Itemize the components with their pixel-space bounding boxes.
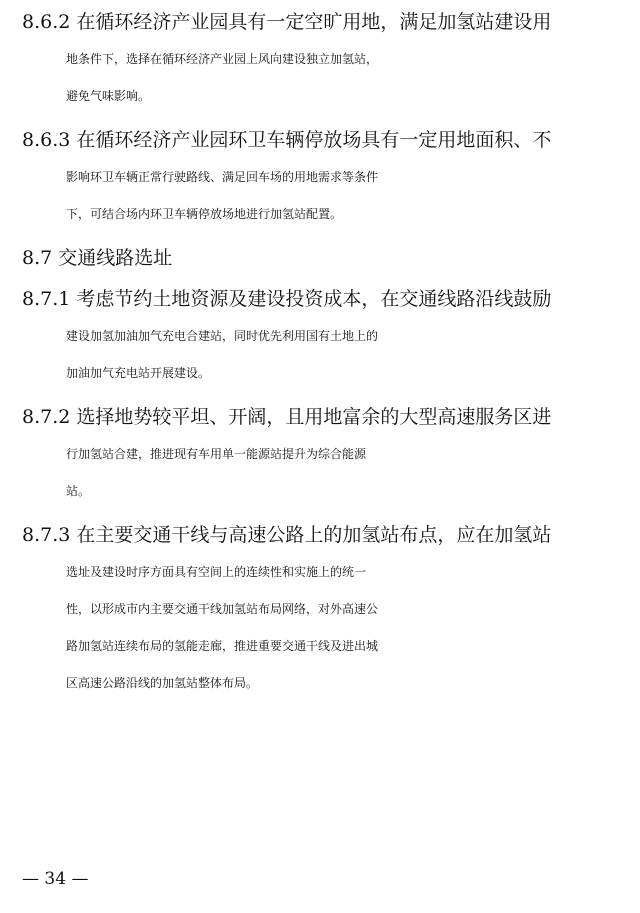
- clause-8-7-1: [22, 281, 622, 392]
- clause-line: 影响环卫车辆正常行驶路线、满足回车场的用地需求等条件: [66, 170, 379, 184]
- clause-line: 选址及建设时序方面具有空间上的连续性和实施上的统一: [66, 565, 367, 579]
- clause-line: 8.6.2 在循环经济产业园具有一定空旷用地，满足加氢站建设用: [22, 11, 552, 33]
- clause-line: 建设加氢加油加气充电合建站，同时优先利用国有土地上的: [66, 329, 379, 343]
- clause-line: 站。: [66, 484, 91, 498]
- clause-line: 避免气味影响。: [66, 89, 151, 103]
- clause-line: 行加氢站合建，推进现有车用单一能源站提升为综合能源: [66, 447, 367, 461]
- clause-line: 8.7.2 选择地势较平坦、开阔，且用地富余的大型高速服务区进: [22, 406, 552, 428]
- clause-line: 下，可结合场内环卫车辆停放场地进行加氢站配置。: [66, 207, 343, 221]
- clause-8-6-3: [22, 122, 622, 233]
- clause-line: 8.6.3 在循环经济产业园环卫车辆停放场具有一定用地面积、不: [22, 129, 552, 151]
- clause-line: 8.7.3 在主要交通干线与高速公路上的加氢站布点，应在加氢站: [22, 524, 552, 546]
- clause-8-6-2: [22, 4, 622, 115]
- clause-8-7-3: [22, 517, 622, 702]
- section-heading: 8.7 交通线路选址: [22, 247, 173, 269]
- clause-line: 8.7.1 考虑节约土地资源及建设投资成本，在交通线路沿线鼓励: [22, 288, 552, 310]
- clause-line: 加油加气充电站开展建设。: [66, 366, 211, 380]
- clause-line: 区高速公路沿线的加氢站整体布局。: [66, 676, 259, 690]
- clause-line: 性，以形成市内主要交通干线加氢站布局网络，对外高速公: [66, 602, 379, 616]
- clause-line: 地条件下，选择在循环经济产业园上风向建设独立加氢站，: [66, 52, 379, 66]
- page-number: — 34 —: [22, 869, 89, 889]
- clause-line: 路加氢站连续布局的氢能走廊，推进重要交通干线及进出城: [66, 639, 379, 653]
- clause-8-7-2: [22, 399, 622, 510]
